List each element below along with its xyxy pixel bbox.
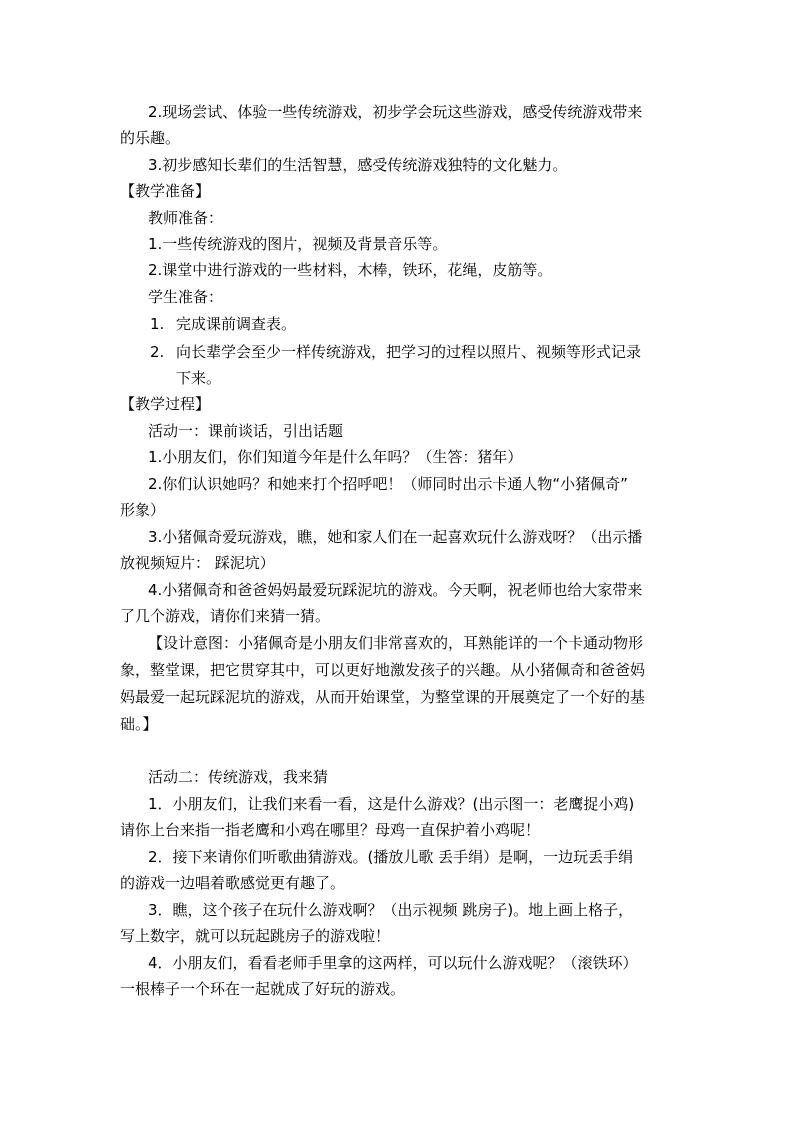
student-prep-label: 学生准备： [148,288,224,306]
activity-2-p4-cont: 一根棒子一个环在一起就成了好玩的游戏。 [120,980,406,998]
design-intent-line-2: 象，整堂课，把它贯穿其中，可以更好地激发孩子的兴趣。从小猪佩奇和爸爸妈 [120,661,646,679]
objective-2: 2.现场尝试、体验一些传统游戏，初步学会玩这些游戏，感受传统游戏带来 [148,103,643,121]
student-prep-item-1-number: 1. [150,315,165,333]
activity-1-p3-cont: 放视频短片： 踩泥坑） [120,554,275,572]
teacher-prep-label: 教师准备： [148,209,224,227]
activity-2-p2: 2．接下来请你们听歌曲猜游戏。(播放儿歌 丢手绢）是啊，一边玩丢手绢 [148,848,634,866]
activity-1-p4-cont: 了几个游戏，请你们来猜一猜。 [120,607,331,625]
activity-1-title: 活动一：课前谈话，引出话题 [148,422,344,440]
student-prep-item-2-cont: 下来。 [176,369,222,387]
student-prep-item-1: 完成课前调查表。 [176,315,297,333]
activity-1-p3: 3.小猪佩奇爱玩游戏，瞧，她和家人们在一起喜欢玩什么游戏呀？（出示播 [148,528,643,546]
student-prep-item-2-number: 2. [150,343,165,361]
teacher-prep-item-1: 1.一些传统游戏的图片，视频及背景音乐等。 [148,235,448,253]
activity-1-p2-cont: 形象） [120,501,166,519]
activity-2-p1-cont: 请你上台来指一指老鹰和小鸡在哪里？母鸡一直保护着小鸡呢！ [120,821,541,839]
activity-2-p3-cont: 写上数字，就可以玩起跳房子的游戏啦！ [120,927,391,945]
activity-2-p1: 1．小朋友们，让我们来看一看，这是什么游戏？(出示图一：老鹰捉小鸡) [148,795,635,813]
section-heading-preparation: 【教学准备】 [120,182,211,200]
design-intent-line-4: 础。】 [120,715,158,733]
activity-2-p3: 3．瞧，这个孩子在玩什么游戏啊？（出示视频 跳房子)。地上画上格子， [148,901,634,919]
activity-1-p2: 2.你们认识她吗？和她来打个招呼吧！（师同时出示卡通人物“小猪佩奇” [148,475,628,493]
activity-2-title: 活动二：传统游戏，我来猜 [148,768,329,786]
activity-2-p4: 4．小朋友们，看看老师手里拿的这两样，可以玩什么游戏呢？（滚铁环） [148,954,638,972]
teacher-prep-item-2: 2.课堂中进行游戏的一些材料，木棒，铁环，花绳，皮筋等。 [148,261,553,279]
design-intent-line-1: 【设计意图：小猪佩奇是小朋友们非常喜欢的，耳熟能详的一个卡通动物形 [148,634,644,652]
objective-2-cont: 的乐趣。 [120,129,181,147]
objective-3: 3.初步感知长辈们的生活智慧，感受传统游戏独特的文化魅力。 [148,156,568,174]
activity-2-p2-cont: 的游戏一边唱着歌感觉更有趣了。 [120,874,346,892]
activity-1-p1: 1.小朋友们，你们知道今年是什么年吗？（生答：猪年） [148,448,523,466]
design-intent-line-3: 妈最爱一起玩踩泥坑的游戏，从而开始课堂，为整堂课的开展奠定了一个好的基 [120,688,646,706]
student-prep-item-2: 向长辈学会至少一样传统游戏，把学习的过程以照片、视频等形式记录 [176,343,642,361]
activity-1-p4: 4.小猪佩奇和爸爸妈妈最爱玩踩泥坑的游戏。今天啊，祝老师也给大家带来 [148,581,643,599]
section-heading-process: 【教学过程】 [120,395,211,413]
